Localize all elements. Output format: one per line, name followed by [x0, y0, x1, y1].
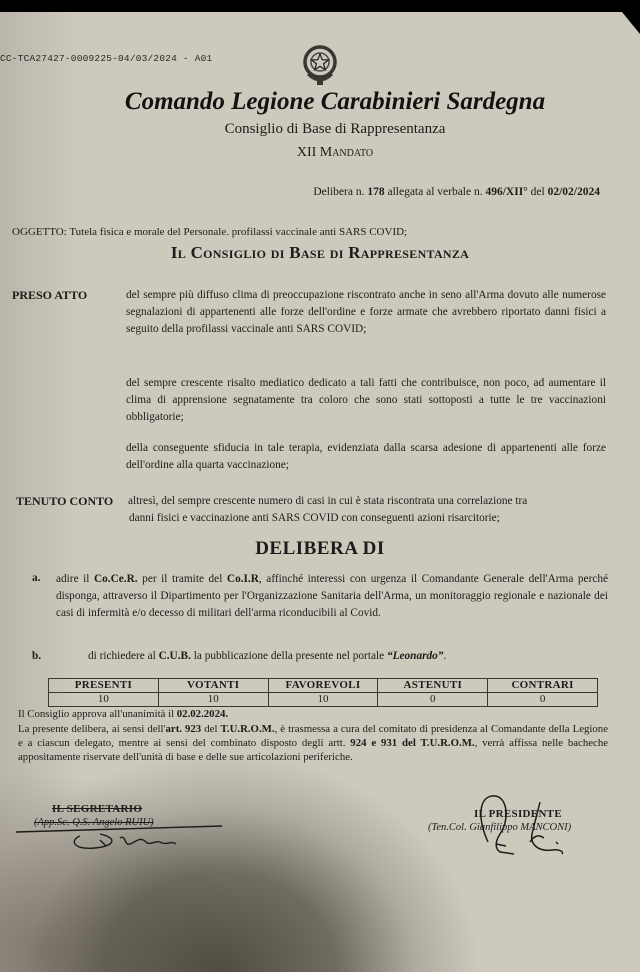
subject-line: OGGETTO: Tutela fisica e morale del Personale. profilassi vaccinale anti SARS COVID;	[12, 226, 408, 238]
mandate-word: Mandato	[319, 145, 374, 160]
value-votanti: 10	[158, 693, 268, 707]
secretary-name: (App.Sc. Q.S. Angelo RUIU)	[34, 817, 154, 828]
vote-table	[48, 678, 598, 707]
delibera-date: 02/02/2024	[547, 186, 600, 198]
tenuto-conto-paragraph: altresì, del sempre crescente numero di casi in cui è stata riscontrata una correlazione tra danni fisici e vaccinazione anti SARS COVID con conseguenti azioni risarcitorie;	[128, 495, 528, 524]
tenuto-conto-label: TENUTO CONTO	[16, 494, 114, 508]
council-heading: Il Consiglio di Base di Rappresentanza	[170, 243, 470, 262]
secretary-title: IL SEGRETARIO	[52, 803, 143, 815]
value-contrari: 0	[488, 693, 598, 707]
delibera-heading: DELIBERA DI	[255, 538, 385, 559]
preso-atto-paragraph-1: del sempre più diffuso clima di preoccupazione riscontrato anche in seno all'Arma dovuto alle numerose segnalazioni di appartenenti alle forze dell'ordine e forze armate che avrebbero riportato danni fisici a seguito della profilassi vaccinale anti SARS COVID;	[126, 289, 606, 335]
page-corner-shadow	[622, 12, 640, 34]
header-astenuti: ASTENUTI	[378, 679, 488, 693]
president-name: (Ten.Col. Gianfilippo MANCONI)	[428, 822, 572, 833]
preso-atto-label: PRESO ATTO	[12, 288, 88, 302]
value-favorevoli: 10	[268, 693, 378, 707]
vote-table-values-row	[49, 693, 598, 707]
document-subtitle: Consiglio di Base di Rappresentanza	[224, 121, 446, 137]
item-a-marker: a.	[32, 572, 41, 584]
value-presenti: 10	[49, 693, 159, 707]
preso-atto-paragraph-2: del sempre crescente risalto mediatico dedicato a tali fatti che contribuisce, non poco, ad aumentare il clima di apprensione segnatamente tra coloro che sono stati sottoposti a tutte le tre vaccinazioni obbligatorie;	[126, 377, 606, 423]
italian-republic-emblem-icon	[300, 42, 340, 88]
header-presenti: PRESENTI	[49, 679, 159, 693]
protocol-code: CC-TCA27427-0009225-04/03/2024 - A01	[0, 53, 213, 64]
value-astenuti: 0	[378, 693, 488, 707]
mandate-label	[0, 145, 640, 161]
president-title: IL PRESIDENTE	[474, 808, 562, 820]
resolution-item-b: di richiedere al C.U.B. la pubblicazione della presente nel portale “Leonardo”.	[88, 650, 447, 662]
header-favorevoli: FAVOREVOLI	[268, 679, 378, 693]
document-title: Comando Legione Carabinieri Sardegna	[124, 88, 546, 115]
item-b-marker: b.	[32, 650, 42, 662]
delibera-reference: Delibera n. 178 allegata al verbale n. 496/XII° del 02/02/2024	[313, 186, 600, 198]
header-votanti: VOTANTI	[158, 679, 268, 693]
header-contrari: CONTRARI	[488, 679, 598, 693]
verbale-number: 496/XII°	[485, 186, 528, 198]
preso-atto-paragraph-3: della conseguente sfiducia in tale terapia, evidenziata dalla scarsa adesione di appartenenti alle forze dell'ordine alla quarta vaccinazione;	[126, 442, 606, 471]
vote-table-header-row	[49, 679, 598, 693]
delibera-number: 178	[367, 186, 385, 198]
resolution-item-a: adire il Co.Ce.R. per il tramite del Co.I.R, affinché interessi con urgenza il Comandante Generale dell'Arma perché disponga, attraverso il Dipartimento per l'Organizzazione Sanitaria dell'Arma, un monitoraggio regionale e nazionale dei casi di infermità e/o decesso di militari dell'arma riconducibili al Covid.	[56, 573, 609, 619]
mandate-prefix: XII	[296, 145, 317, 160]
transmission-paragraph: La presente delibera, ai sensi dell'art. 923 del T.U.R.O.M., è trasmessa a cura del comitato di presidenza al Comandante della Legione e a ciascun delegato, mentre ai sensi del combinato disposto degli artt. 924 e 931 del T.U.R.O.M., verrà affissa nelle bacheche appositamente riservate dell'unità di base e delle sue articolazioni periferiche.	[18, 723, 609, 763]
approval-statement: Il Consiglio approva all'unanimità il 02.02.2024.	[18, 708, 229, 720]
